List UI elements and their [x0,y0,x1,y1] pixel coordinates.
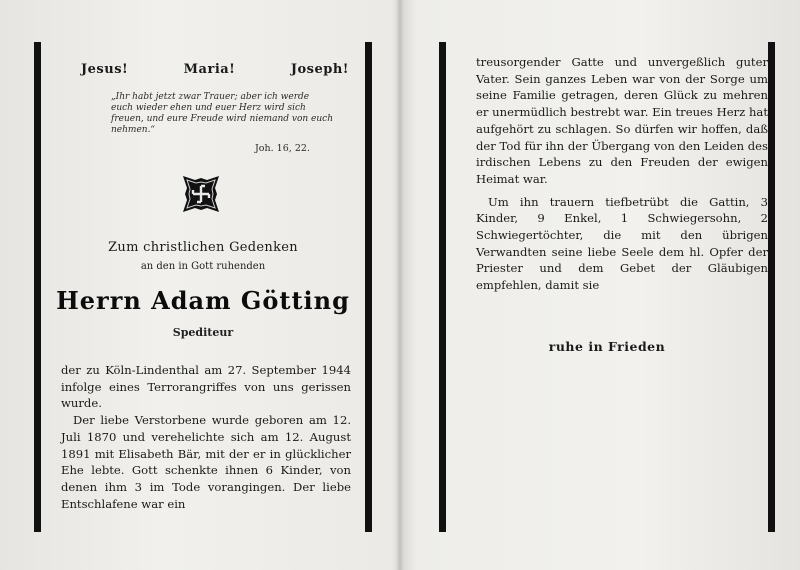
dedication-subline: an den in Gott ruhenden [140,261,266,272]
bible-quote: „Ihr habt jetzt zwar Trauer; aber ich werde euch wieder ehen und euer Herz wird sich freuen, und eure Freude wird niemand von euch nehmen.“ [111,92,333,135]
deceased-name: Herrn Adam Götting [56,286,350,315]
closing-line: ruhe in Frieden [548,339,666,354]
header-names [81,62,349,77]
left-paragraph-2: Der liebe Verstorbene wurde geboren am 12. Juli 1870 und verehelichte sich am 12. August 1891 mit Elisabeth Bär, mit der er in glücklicher Ehe lebte. Gott schenkte ihnen 6 Kinder, von denen ihm 3 im Tode vorangingen. Der liebe Entschlafene war ein [61,413,351,511]
occupation: Spediteur [172,326,234,339]
iron-cross-icon [179,172,223,216]
left-paragraph-1: der zu Köln-Lindenthal am 27. September 1944 infolge eines Terrorangriffes von uns gerissen wurde. [61,363,351,411]
center-fold [396,0,404,570]
header-joseph: Joseph! [290,62,349,77]
header-maria: Maria! [183,62,236,77]
left-panel [34,42,372,532]
dedication-line: Zum christlichen Gedenken [108,240,298,255]
right-panel [439,42,775,532]
right-paragraph-2: Um ihn trauern tiefbetrübt die Gattin, 3 Kinder, 9 Enkel, 1 Schwiegersohn, 2 Schwiegertöchter, die mit den übrigen Verwandten seine liebe Seele dem hl. Opfer der Priester und dem Gebet der Gläubigen empfehlen, damit sie [476,194,768,293]
right-paragraph-1: treusorgender Gatte und unvergeßlich guter Vater. Sein ganzes Leben war von der Sorge um seine Familie getragen, deren Glück zu mehren er unermüdlich bestrebt war. Ein treues Herz hat aufgehört zu schlagen. So dürfen wir hoffen, daß der Tod für ihn der Übergang von den Leiden des irdischen Lebens zu den Freuden der ewigen Heimat war. [476,55,768,186]
bible-quote-reference: Joh. 16, 22. [255,143,310,154]
left-body-text [61,362,351,512]
right-body-text [476,54,768,294]
header-jesus: Jesus! [81,62,129,77]
